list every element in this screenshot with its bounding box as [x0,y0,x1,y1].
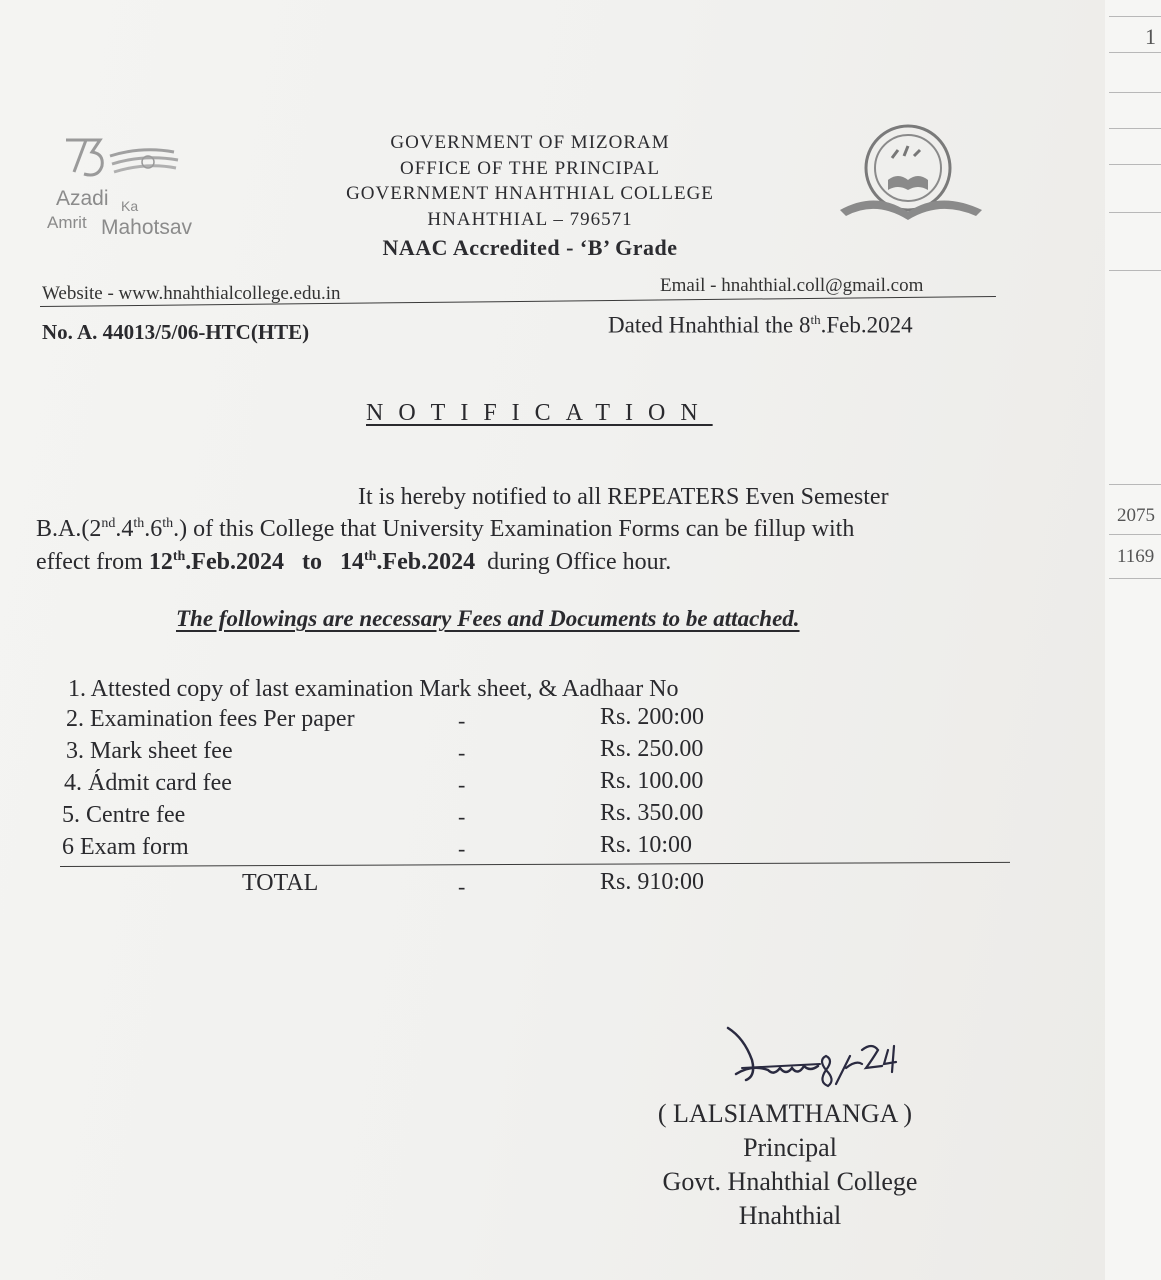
fee-item-1: 1. Attested copy of last examination Mark sheet, & Aadhaar No [68,676,679,702]
body-line-3: effect from 12th.Feb.2024 to 14th.Feb.2024 during Office hour. [36,549,672,575]
fee-item-6-amount: Rs. 10:00 [600,832,693,858]
fee-item-2-amount: Rs. 200:00 [600,704,705,730]
naac-accreditation: NAAC Accredited - ‘B’ Grade [382,235,678,260]
side-number-2: 1169 [1117,546,1155,567]
signatory-name: ( LALSIAMTHANGA ) [657,1099,913,1128]
fee-item-2: 2. Examination fees Per paper [66,706,355,732]
side-rule [1109,52,1161,53]
side-top-digit: 1 [1145,24,1156,49]
header-address: HNAHTHIAL – 796571 [427,209,633,230]
signatory-institution: Govt. Hnahthial College [662,1167,918,1196]
side-rule [1109,578,1161,579]
reference-number: No. A. 44013/5/06-HTC(HTE) [42,320,310,344]
azadi-ka-amrit-mahotsav-logo [46,132,221,242]
body-line-2: B.A.(2nd.4th.6th.) of this College that University Examination Forms can be fillup with [36,516,855,542]
side-rule [1109,270,1161,271]
body-line-1: It is hereby notified to all REPEATERS Even Semester [358,484,889,510]
fee-item-5-dash: - [458,804,466,829]
handwritten-signature [722,1020,922,1100]
signatory-designation: Principal [743,1133,837,1162]
total-label: TOTAL [242,870,319,896]
college-seal-icon [836,120,986,230]
logo-text-ka: Ka [121,198,139,214]
fee-item-4-dash: - [458,772,466,797]
email-text: Email - hnahthial.coll@gmail.com [660,275,924,296]
fee-item-5: 5. Centre fee [62,802,186,828]
side-rule [1109,212,1161,213]
side-rule [1109,16,1161,17]
total-amount: Rs. 910:00 [600,869,705,895]
header-government: GOVERNMENT OF MIZORAM [390,132,670,153]
fee-item-2-dash: - [458,708,466,733]
fee-item-4: 4. Ádmit card fee [64,770,232,796]
azadi-75-icon [52,132,192,192]
total-dash: - [458,874,466,899]
fee-item-3: 3. Mark sheet fee [66,738,233,764]
fee-item-3-amount: Rs. 250.00 [600,736,704,762]
fee-item-6: 6 Exam form [62,834,189,860]
logo-text-azadi: Azadi [56,187,109,210]
signatory-place: Hnahthial [738,1201,842,1230]
logo-text-mahotsav: Mahotsav [101,216,193,239]
fee-item-5-amount: Rs. 350.00 [600,800,704,826]
reference-date: Dated Hnahthial the 8th.Feb.2024 [608,312,913,338]
side-number-1: 2075 [1117,505,1155,526]
website-text: Website - www.hnahthialcollege.edu.in [42,283,341,304]
total-divider [60,862,1010,867]
side-rule [1109,164,1161,165]
logo-text-amrit: Amrit [47,213,87,232]
side-rule [1109,92,1161,93]
header-office: OFFICE OF THE PRINCIPAL [399,158,661,179]
fees-subtitle: The followings are necessary Fees and Documents to be attached. [176,606,800,631]
notice-title: NOTIFICATION [366,400,713,426]
side-rule [1109,534,1161,535]
fee-item-4-amount: Rs. 100.00 [600,768,704,794]
header-college: GOVERNMENT HNAHTHIAL COLLEGE [346,183,714,204]
side-rule [1109,484,1161,485]
adjacent-sheet [1105,0,1161,1280]
side-rule [1109,128,1161,129]
fee-item-6-dash: - [458,836,466,861]
fee-item-3-dash: - [458,740,466,765]
